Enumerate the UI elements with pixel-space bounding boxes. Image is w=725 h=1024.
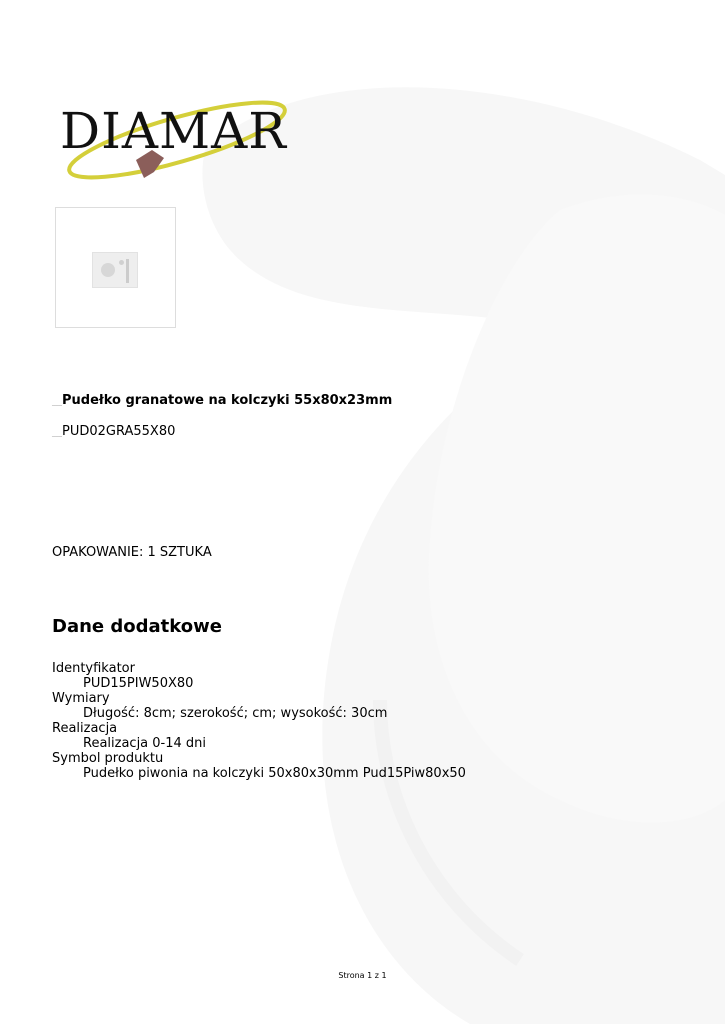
product-image: [92, 252, 138, 288]
field-value: Realizacja 0-14 dni: [83, 736, 207, 751]
field-label: Symbol produktu: [52, 751, 164, 766]
product-thumbnail[interactable]: [55, 207, 176, 328]
image-divider: [126, 259, 129, 283]
product-code-text: PUD02GRA55X80: [62, 424, 176, 439]
product-code: [52, 424, 175, 439]
field-value: Pudełko piwonia na kolczyki 50x80x30mm Pud15Piw80x50: [83, 766, 466, 781]
packaging-info: OPAKOWANIE: 1 SZTUKA: [52, 545, 212, 560]
image-dot-icon: [119, 260, 124, 265]
field-label: Wymiary: [52, 691, 110, 706]
page-number: Strona 1 z 1: [338, 971, 387, 980]
additional-heading: Dane dodatkowe: [52, 616, 222, 637]
title-prefix-mark: ____: [52, 400, 62, 406]
field-label: Identyfikator: [52, 661, 135, 676]
additional-fields: [52, 661, 466, 781]
diamar-logo: [52, 92, 312, 196]
logo-text: DIAMAR: [60, 102, 287, 160]
field-label: Realizacja: [52, 721, 118, 736]
field-value: Długość: 8cm; szerokość; cm; wysokość: 30cm: [83, 706, 388, 721]
product-title-text: Pudełko granatowe na kolczyki 55x80x23mm: [62, 393, 393, 408]
product-title: [52, 393, 392, 408]
code-prefix-mark: ____: [52, 431, 62, 437]
image-circle-icon: [101, 263, 115, 277]
field-value: PUD15PIW50X80: [83, 676, 194, 691]
